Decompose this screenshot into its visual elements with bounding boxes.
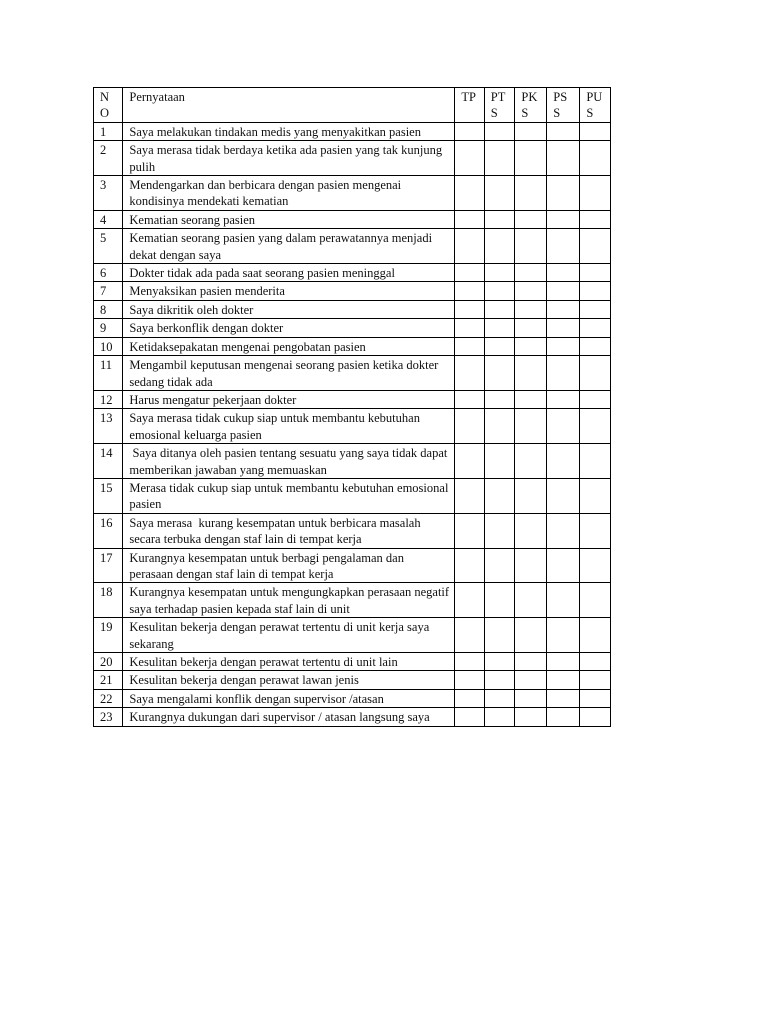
answer-cell-pus[interactable] bbox=[580, 390, 611, 408]
table-row bbox=[94, 689, 611, 707]
answer-cell-pus[interactable] bbox=[580, 548, 611, 583]
table-row bbox=[94, 122, 611, 140]
answer-cell-pus[interactable] bbox=[580, 282, 611, 300]
answer-cell-pus[interactable] bbox=[580, 356, 611, 391]
answer-cell-tp[interactable] bbox=[455, 409, 484, 444]
table-row bbox=[94, 444, 611, 479]
answer-cell-pss[interactable] bbox=[547, 653, 580, 671]
answer-cell-pus[interactable] bbox=[580, 210, 611, 228]
row-number: 7 bbox=[94, 282, 123, 300]
answer-cell-pus[interactable] bbox=[580, 478, 611, 513]
answer-cell-tp[interactable] bbox=[455, 478, 484, 513]
answer-cell-pss[interactable] bbox=[547, 444, 580, 479]
answer-cell-tp[interactable] bbox=[455, 210, 484, 228]
row-number: 12 bbox=[94, 390, 123, 408]
answer-cell-tp[interactable] bbox=[455, 708, 484, 726]
answer-cell-pts[interactable] bbox=[484, 409, 515, 444]
answer-cell-tp[interactable] bbox=[455, 548, 484, 583]
table-row bbox=[94, 319, 611, 337]
row-number: 14 bbox=[94, 444, 123, 479]
answer-cell-pss[interactable] bbox=[547, 282, 580, 300]
answer-cell-pss[interactable] bbox=[547, 337, 580, 355]
answer-cell-pts[interactable] bbox=[484, 618, 515, 653]
answer-cell-pus[interactable] bbox=[580, 319, 611, 337]
answer-cell-pus[interactable] bbox=[580, 337, 611, 355]
answer-cell-pss[interactable] bbox=[547, 548, 580, 583]
answer-cell-pus[interactable] bbox=[580, 264, 611, 282]
row-number: 6 bbox=[94, 264, 123, 282]
stress-questionnaire-table bbox=[93, 87, 611, 727]
answer-cell-pks[interactable] bbox=[515, 337, 547, 355]
statement-cell: Saya merasa tidak berdaya ketika ada pasien yang tak kunjung pulih bbox=[123, 141, 455, 176]
statement-cell: Kurangnya kesempatan untuk berbagi pengalaman dan perasaan dengan staf lain di tempat kerja bbox=[123, 548, 455, 583]
statement-cell: Kematian seorang pasien yang dalam perawatannya menjadi dekat dengan saya bbox=[123, 229, 455, 264]
answer-cell-pks[interactable] bbox=[515, 444, 547, 479]
answer-cell-pts[interactable] bbox=[484, 653, 515, 671]
answer-cell-pss[interactable] bbox=[547, 176, 580, 211]
answer-cell-pks[interactable] bbox=[515, 282, 547, 300]
row-number: 8 bbox=[94, 300, 123, 318]
answer-cell-pts[interactable] bbox=[484, 444, 515, 479]
statement-cell: Kesulitan bekerja dengan perawat tertentu di unit lain bbox=[123, 653, 455, 671]
answer-cell-pks[interactable] bbox=[515, 583, 547, 618]
answer-cell-pus[interactable] bbox=[580, 122, 611, 140]
answer-cell-pks[interactable] bbox=[515, 300, 547, 318]
statement-cell: Kurangnya dukungan dari supervisor / atasan langsung saya bbox=[123, 708, 455, 726]
answer-cell-pus[interactable] bbox=[580, 653, 611, 671]
answer-cell-pts[interactable] bbox=[484, 708, 515, 726]
answer-cell-pts[interactable] bbox=[484, 319, 515, 337]
statement-cell: Kesulitan bekerja dengan perawat tertentu di unit kerja saya sekarang bbox=[123, 618, 455, 653]
table-row bbox=[94, 708, 611, 726]
row-number: 13 bbox=[94, 409, 123, 444]
row-number: 3 bbox=[94, 176, 123, 211]
answer-cell-pus[interactable] bbox=[580, 689, 611, 707]
statement-cell: Mengambil keputusan mengenai seorang pasien ketika dokter sedang tidak ada bbox=[123, 356, 455, 391]
answer-cell-pks[interactable] bbox=[515, 319, 547, 337]
answer-cell-pts[interactable] bbox=[484, 337, 515, 355]
answer-cell-tp[interactable] bbox=[455, 390, 484, 408]
answer-cell-tp[interactable] bbox=[455, 337, 484, 355]
answer-cell-pus[interactable] bbox=[580, 513, 611, 548]
table-row bbox=[94, 653, 611, 671]
answer-cell-pts[interactable] bbox=[484, 583, 515, 618]
statement-cell: Kesulitan bekerja dengan perawat lawan jenis bbox=[123, 671, 455, 689]
answer-cell-pss[interactable] bbox=[547, 141, 580, 176]
header-statement: Pernyataan bbox=[123, 88, 455, 123]
answer-cell-tp[interactable] bbox=[455, 300, 484, 318]
answer-cell-pks[interactable] bbox=[515, 409, 547, 444]
header-tp: TP bbox=[455, 88, 484, 123]
answer-cell-pts[interactable] bbox=[484, 229, 515, 264]
answer-cell-pks[interactable] bbox=[515, 618, 547, 653]
row-number: 16 bbox=[94, 513, 123, 548]
answer-cell-pts[interactable] bbox=[484, 478, 515, 513]
statement-cell: Saya ditanya oleh pasien tentang sesuatu yang saya tidak dapat memberikan jawaban yang memuaskan bbox=[123, 444, 455, 479]
table-row bbox=[94, 210, 611, 228]
statement-cell: Merasa tidak cukup siap untuk membantu kebutuhan emosional pasien bbox=[123, 478, 455, 513]
answer-cell-pss[interactable] bbox=[547, 319, 580, 337]
table-row bbox=[94, 176, 611, 211]
table-row bbox=[94, 390, 611, 408]
answer-cell-tp[interactable] bbox=[455, 229, 484, 264]
answer-cell-pts[interactable] bbox=[484, 300, 515, 318]
answer-cell-pss[interactable] bbox=[547, 300, 580, 318]
answer-cell-pss[interactable] bbox=[547, 583, 580, 618]
row-number: 2 bbox=[94, 141, 123, 176]
answer-cell-pks[interactable] bbox=[515, 176, 547, 211]
statement-cell: Saya merasa tidak cukup siap untuk membantu kebutuhan emosional keluarga pasien bbox=[123, 409, 455, 444]
row-number: 18 bbox=[94, 583, 123, 618]
header-pus: PUS bbox=[580, 88, 611, 123]
table-row bbox=[94, 264, 611, 282]
questionnaire-page bbox=[93, 87, 611, 727]
answer-cell-pss[interactable] bbox=[547, 264, 580, 282]
answer-cell-pss[interactable] bbox=[547, 229, 580, 264]
row-number: 19 bbox=[94, 618, 123, 653]
row-number: 20 bbox=[94, 653, 123, 671]
answer-cell-tp[interactable] bbox=[455, 653, 484, 671]
table-row bbox=[94, 409, 611, 444]
row-number: 21 bbox=[94, 671, 123, 689]
answer-cell-pks[interactable] bbox=[515, 653, 547, 671]
row-number: 23 bbox=[94, 708, 123, 726]
table-row bbox=[94, 583, 611, 618]
table-row bbox=[94, 548, 611, 583]
header-pts: PT S bbox=[484, 88, 515, 123]
answer-cell-tp[interactable] bbox=[455, 282, 484, 300]
table-row bbox=[94, 671, 611, 689]
answer-cell-pus[interactable] bbox=[580, 583, 611, 618]
statement-cell: Mendengarkan dan berbicara dengan pasien mengenai kondisinya mendekati kematian bbox=[123, 176, 455, 211]
answer-cell-pus[interactable] bbox=[580, 141, 611, 176]
answer-cell-pss[interactable] bbox=[547, 618, 580, 653]
table-body bbox=[94, 122, 611, 726]
statement-cell: Saya melakukan tindakan medis yang menyakitkan pasien bbox=[123, 122, 455, 140]
answer-cell-pss[interactable] bbox=[547, 689, 580, 707]
statement-cell: Menyaksikan pasien menderita bbox=[123, 282, 455, 300]
answer-cell-pts[interactable] bbox=[484, 176, 515, 211]
answer-cell-pts[interactable] bbox=[484, 548, 515, 583]
answer-cell-tp[interactable] bbox=[455, 444, 484, 479]
answer-cell-pts[interactable] bbox=[484, 689, 515, 707]
answer-cell-pss[interactable] bbox=[547, 210, 580, 228]
answer-cell-pks[interactable] bbox=[515, 671, 547, 689]
statement-cell: Kematian seorang pasien bbox=[123, 210, 455, 228]
header-pss: PS S bbox=[547, 88, 580, 123]
answer-cell-pks[interactable] bbox=[515, 390, 547, 408]
answer-cell-pts[interactable] bbox=[484, 282, 515, 300]
answer-cell-pks[interactable] bbox=[515, 689, 547, 707]
header-row bbox=[94, 88, 611, 123]
row-number: 11 bbox=[94, 356, 123, 391]
answer-cell-pks[interactable] bbox=[515, 122, 547, 140]
answer-cell-tp[interactable] bbox=[455, 618, 484, 653]
answer-cell-pss[interactable] bbox=[547, 478, 580, 513]
answer-cell-pts[interactable] bbox=[484, 671, 515, 689]
answer-cell-pss[interactable] bbox=[547, 708, 580, 726]
statement-cell: Saya berkonflik dengan dokter bbox=[123, 319, 455, 337]
answer-cell-pks[interactable] bbox=[515, 513, 547, 548]
answer-cell-pks[interactable] bbox=[515, 229, 547, 264]
answer-cell-pss[interactable] bbox=[547, 671, 580, 689]
answer-cell-pss[interactable] bbox=[547, 409, 580, 444]
row-number: 1 bbox=[94, 122, 123, 140]
answer-cell-pus[interactable] bbox=[580, 176, 611, 211]
answer-cell-pus[interactable] bbox=[580, 671, 611, 689]
table-row bbox=[94, 478, 611, 513]
row-number: 5 bbox=[94, 229, 123, 264]
answer-cell-pts[interactable] bbox=[484, 264, 515, 282]
answer-cell-tp[interactable] bbox=[455, 356, 484, 391]
table-row bbox=[94, 282, 611, 300]
table-row bbox=[94, 513, 611, 548]
answer-cell-pus[interactable] bbox=[580, 229, 611, 264]
answer-cell-pus[interactable] bbox=[580, 444, 611, 479]
answer-cell-tp[interactable] bbox=[455, 583, 484, 618]
answer-cell-tp[interactable] bbox=[455, 671, 484, 689]
answer-cell-tp[interactable] bbox=[455, 176, 484, 211]
row-number: 9 bbox=[94, 319, 123, 337]
answer-cell-pts[interactable] bbox=[484, 141, 515, 176]
answer-cell-pss[interactable] bbox=[547, 513, 580, 548]
answer-cell-pks[interactable] bbox=[515, 210, 547, 228]
answer-cell-tp[interactable] bbox=[455, 264, 484, 282]
header-pks: PKS bbox=[515, 88, 547, 123]
answer-cell-pus[interactable] bbox=[580, 409, 611, 444]
answer-cell-pts[interactable] bbox=[484, 390, 515, 408]
answer-cell-pks[interactable] bbox=[515, 548, 547, 583]
answer-cell-tp[interactable] bbox=[455, 513, 484, 548]
answer-cell-pks[interactable] bbox=[515, 356, 547, 391]
table-row bbox=[94, 356, 611, 391]
answer-cell-pks[interactable] bbox=[515, 141, 547, 176]
answer-cell-pus[interactable] bbox=[580, 300, 611, 318]
statement-cell: Dokter tidak ada pada saat seorang pasien meninggal bbox=[123, 264, 455, 282]
answer-cell-pss[interactable] bbox=[547, 390, 580, 408]
answer-cell-pks[interactable] bbox=[515, 708, 547, 726]
statement-cell: Saya mengalami konflik dengan supervisor /atasan bbox=[123, 689, 455, 707]
table-row bbox=[94, 229, 611, 264]
statement-cell: Kurangnya kesempatan untuk mengungkapkan perasaan negatif saya terhadap pasien kepada staf lain di unit bbox=[123, 583, 455, 618]
answer-cell-pus[interactable] bbox=[580, 618, 611, 653]
answer-cell-pks[interactable] bbox=[515, 478, 547, 513]
statement-cell: Harus mengatur pekerjaan dokter bbox=[123, 390, 455, 408]
row-number: 4 bbox=[94, 210, 123, 228]
answer-cell-pts[interactable] bbox=[484, 122, 515, 140]
row-number: 22 bbox=[94, 689, 123, 707]
answer-cell-pts[interactable] bbox=[484, 513, 515, 548]
answer-cell-pts[interactable] bbox=[484, 356, 515, 391]
answer-cell-tp[interactable] bbox=[455, 122, 484, 140]
row-number: 15 bbox=[94, 478, 123, 513]
answer-cell-tp[interactable] bbox=[455, 141, 484, 176]
table-row bbox=[94, 141, 611, 176]
table-row bbox=[94, 618, 611, 653]
answer-cell-pks[interactable] bbox=[515, 264, 547, 282]
answer-cell-pus[interactable] bbox=[580, 708, 611, 726]
answer-cell-pss[interactable] bbox=[547, 356, 580, 391]
answer-cell-pts[interactable] bbox=[484, 210, 515, 228]
statement-cell: Saya merasa kurang kesempatan untuk berbicara masalah secara terbuka dengan staf lain di tempat kerja bbox=[123, 513, 455, 548]
row-number: 17 bbox=[94, 548, 123, 583]
header-no: N O bbox=[94, 88, 123, 123]
statement-cell: Ketidaksepakatan mengenai pengobatan pasien bbox=[123, 337, 455, 355]
statement-cell: Saya dikritik oleh dokter bbox=[123, 300, 455, 318]
table-row bbox=[94, 337, 611, 355]
answer-cell-tp[interactable] bbox=[455, 319, 484, 337]
answer-cell-tp[interactable] bbox=[455, 689, 484, 707]
table-row bbox=[94, 300, 611, 318]
answer-cell-pss[interactable] bbox=[547, 122, 580, 140]
row-number: 10 bbox=[94, 337, 123, 355]
